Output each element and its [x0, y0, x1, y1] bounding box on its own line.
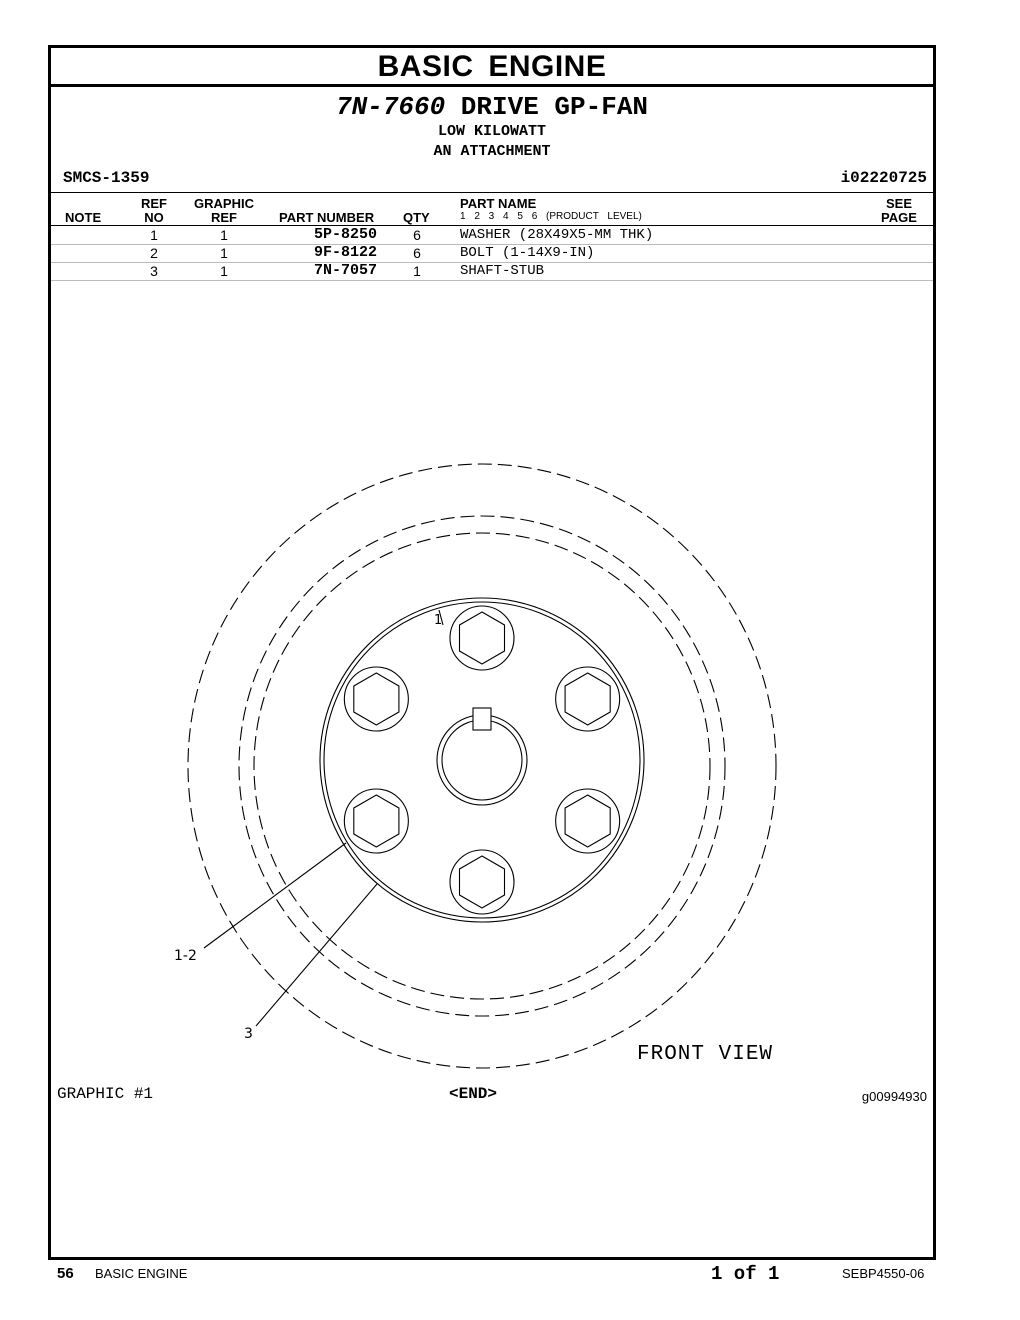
row-part-name: WASHER (28X49X5-MM THK): [460, 227, 654, 243]
row-qty: 1: [413, 263, 421, 279]
leader-1-2: [204, 843, 346, 948]
middle-ring: [239, 516, 725, 1016]
graphic-number: g00994930: [861, 1089, 927, 1104]
group-part-number: 7N-7660: [335, 92, 446, 122]
doc-number: SEBP4550-06: [842, 1266, 925, 1281]
leader-3: [256, 884, 377, 1026]
center-bore-inner: [442, 720, 522, 800]
row-part-number[interactable]: 9F-8122: [313, 244, 377, 261]
row-graphic: 1: [220, 263, 228, 279]
col-see-bottom: PAGE: [881, 210, 917, 225]
callout-1: 1: [434, 613, 443, 628]
view-label: FRONT VIEW: [637, 1043, 774, 1066]
inner-ring: [254, 533, 710, 999]
row-graphic: 1: [220, 227, 228, 243]
page-number: 56: [57, 1265, 74, 1282]
title-subline-1: LOW KILOWATT: [437, 123, 547, 140]
col-qty: QTY: [403, 210, 430, 225]
row-qty: 6: [413, 227, 421, 243]
product-levels: 1 2 3 4 5 6 (PRODUCT LEVEL): [460, 211, 642, 222]
footer-section: BASIC ENGINE: [95, 1266, 188, 1281]
page-frame: [48, 45, 936, 1260]
col-graphic-bottom: REF: [211, 210, 237, 225]
front-view-diagram: [51, 48, 933, 1257]
row-ref: 1: [150, 227, 158, 243]
page-of: 1 of 1: [711, 1263, 780, 1285]
row-ref: 2: [150, 245, 158, 261]
outer-ring: [188, 464, 776, 1068]
col-ref-top: REF: [141, 196, 167, 211]
col-part-number: PART NUMBER: [279, 210, 375, 225]
row-ref: 3: [150, 263, 158, 279]
section-title: BASIC ENGINE: [51, 48, 933, 87]
keyway: [473, 708, 491, 730]
col-graphic-top: GRAPHIC: [194, 196, 254, 211]
callout-3: 3: [244, 1026, 253, 1042]
row-graphic: 1: [220, 245, 228, 261]
group-name: DRIVE GP-FAN: [460, 92, 649, 122]
row-qty: 6: [413, 245, 421, 261]
title-subline-2: AN ATTACHMENT: [433, 143, 551, 160]
col-note: NOTE: [65, 210, 102, 225]
row-part-name: SHAFT-STUB: [460, 263, 545, 279]
callout-1-2: 1-2: [174, 948, 197, 964]
smcs-code: SMCS-1359: [63, 169, 150, 187]
row-part-number[interactable]: 7N-7057: [313, 262, 377, 279]
illustration-id: i02220725: [840, 169, 927, 187]
end-marker: <END>: [449, 1085, 498, 1103]
graphic-label: GRAPHIC #1: [57, 1085, 154, 1103]
col-see-top: SEE: [885, 196, 912, 211]
row-part-number[interactable]: 5P-8250: [313, 226, 377, 243]
col-part-name: PART NAME: [460, 196, 537, 211]
row-part-name: BOLT (1-14X9-IN): [460, 245, 595, 261]
col-ref-bottom: NO: [144, 210, 164, 225]
